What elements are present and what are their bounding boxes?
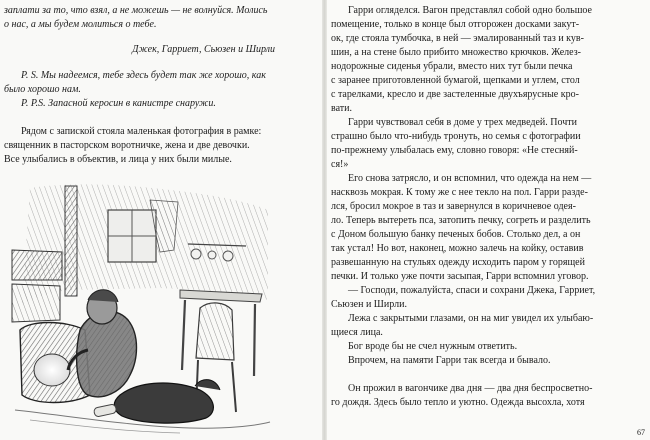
text-line: по-прежнему улыбалась ему, словно говоря: «Не стесняй- <box>331 145 578 156</box>
left-page <box>0 0 323 440</box>
body-line: священник в пасторском воротничке, жена и две девочки. <box>4 140 250 151</box>
text-line: Впрочем, на памяти Гарри так всегда и бывало. <box>348 355 551 366</box>
body-line: Рядом с запиской стояла маленькая фотография в рамке: <box>21 126 262 137</box>
text-line: насквозь мокрая. К тому же с нее текло на пол. Гарри разде- <box>331 187 588 198</box>
text-line: помещение, только в конце был отгорожен досками закут- <box>331 19 580 30</box>
text-line: Гарри чувствовал себя в доме у трех медведей. Почти <box>348 117 577 128</box>
postscript-line: было хорошо нам. <box>4 84 81 95</box>
text-line: го дождя. Здесь было тепло и уютно. Одежда высохла, хотя <box>331 397 585 408</box>
text-line: развешанную на стульях одежду исходить паром у горящей <box>331 257 585 268</box>
text-line: вати. <box>331 103 352 114</box>
text-line: страшно было что-нибудь тронуть, но семья с фотографии <box>331 131 581 142</box>
text-line: нодорожные сиденья убрали, вместо них тут были печка <box>331 61 573 72</box>
right-page <box>327 0 650 440</box>
text-line: так устал! Но вот, наконец, можно залечь на койку, оставив <box>331 243 584 254</box>
text-line: Лежа с закрытыми глазами, он на миг увидел их улыбаю- <box>348 313 594 324</box>
text-line: Бог вроде бы не счел нужным ответить. <box>348 341 518 352</box>
letter-line: заплати за то, что взял, а не можешь — не волнуйся. Молись <box>4 5 268 16</box>
text-line: — Господи, пожалуйста, спаси и сохрани Джека, Гарриет, <box>348 285 596 296</box>
text-line: щиеся лица. <box>331 327 383 338</box>
postscript-line: P. P.S. Запасной керосин в канистре снаружи. <box>21 98 216 109</box>
letter-signature: Джек, Гарриет, Сьюзен и Ширли <box>132 44 275 55</box>
text-line: Его снова затрясло, и он вспомнил, что одежда на нем — <box>348 173 592 184</box>
letter-line: о нас, а мы будем молиться о тебе. <box>4 19 157 30</box>
text-line: с тарелками, кресло и две застеленные двухъярусные кро- <box>331 89 579 100</box>
body-line: Все улыбались в объектив, и лица у них были милые. <box>4 154 232 165</box>
pencil-sketch-illustration <box>10 180 272 436</box>
text-line: лся, бросил мокрое в таз и завернулся в коричневое одея- <box>331 201 576 212</box>
text-line: ся!» <box>331 159 349 170</box>
text-line: шин, а на стене было прибито множество крючков. Желез- <box>331 47 581 58</box>
text-line: с Доном большую банку печеных бобов. Столько дел, а он <box>331 229 581 240</box>
text-line: Он прожил в вагончике два дня — два дня беспросветно- <box>348 383 593 394</box>
text-line: ок, где стояла тумбочка, в ней — эмалированный таз и кув- <box>331 33 584 44</box>
text-line: Гарри огляделся. Вагон представлял собой одно большое <box>348 5 592 16</box>
text-line: с заранее приготовленной бумагой, щепками и углем, стол <box>331 75 580 86</box>
page-number: 67 <box>637 428 645 437</box>
text-line: ло. Теперь вытереть пса, затопить печку, согреть и разделить <box>331 215 591 226</box>
postscript-line: P. S. Мы надеемся, тебе здесь будет так же хорошо, как <box>21 70 266 81</box>
text-line: печки. И только уже почти засыпая, Гарри вспомнил уговор. <box>331 271 589 282</box>
text-line: Сьюзен и Ширли. <box>331 299 407 310</box>
